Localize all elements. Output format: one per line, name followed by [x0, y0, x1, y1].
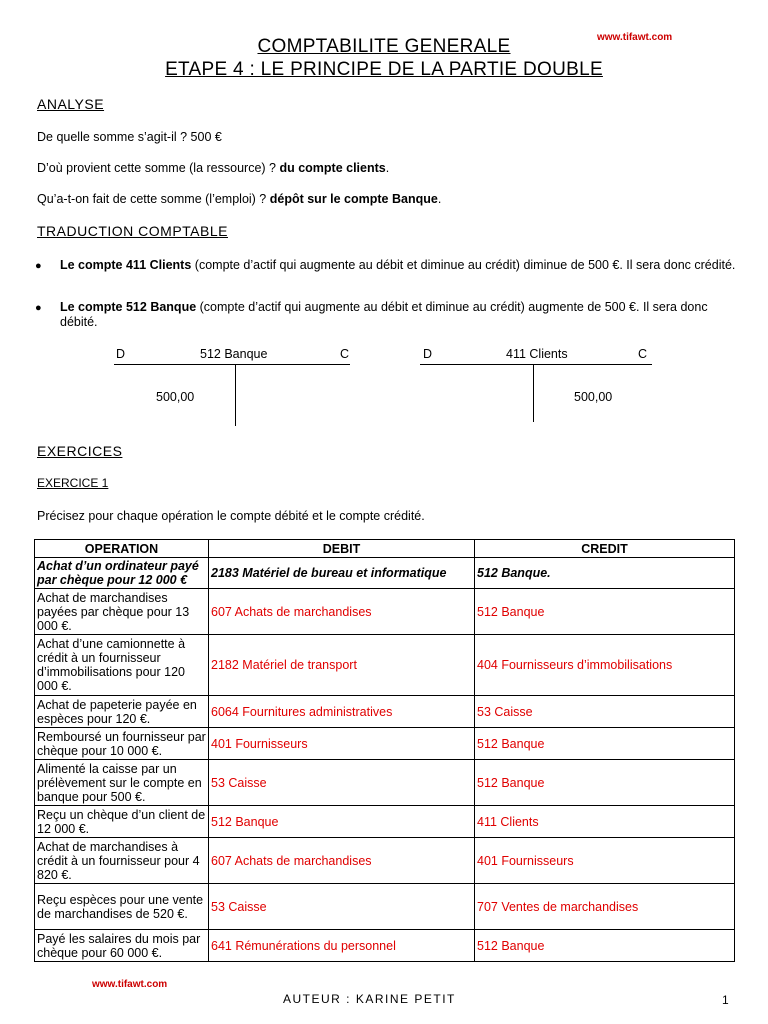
t-account-name: 512 Banque [200, 347, 268, 361]
t-account-debit-amount: 500,00 [156, 390, 195, 404]
t-account-debit-label: D [116, 347, 126, 361]
t-account-credit-amount: 500,00 [574, 390, 613, 404]
table-row [35, 930, 735, 962]
operation-cell: Alimenté la caisse par un prélèvement sur le compte en banque pour 500 €. [35, 760, 209, 806]
operations-table [34, 539, 735, 962]
t-account-debit-label: D [423, 347, 433, 361]
t-account-horizontal-line [420, 364, 652, 365]
page-subtitle: ETAPE 4 : LE PRINCIPE DE LA PARTIE DOUBLE [165, 59, 603, 80]
operation-cell: Achat d’une camionnette à crédit à un fournisseur d’immobilisations pour 120 000 €. [35, 635, 209, 696]
credit-cell: 53 Caisse [475, 696, 735, 728]
exercice-1-heading: EXERCICE 1 [37, 476, 109, 490]
table-row [35, 760, 735, 806]
operation-cell: Achat de papeterie payée en espèces pour 120 €. [35, 696, 209, 728]
debit-cell: 512 Banque [209, 806, 475, 838]
bullet-512-banque: Le compte 512 Banque (compte d’actif qui augmente au débit et diminue au crédit) augmente de 500 €. Il sera donc débité. [60, 300, 708, 329]
credit-cell: 411 Clients [475, 806, 735, 838]
operation-cell: Achat de marchandises payées par chèque pour 13 000 €. [35, 589, 209, 635]
exercice-instruction: Précisez pour chaque opération le compte débité et le compte crédité. [37, 509, 425, 523]
t-account-vertical-line [235, 365, 236, 426]
debit-cell: 53 Caisse [209, 884, 475, 930]
t-account-vertical-line [533, 365, 534, 422]
analyse-question-2: D’où provient cette somme (la ressource) ? du compte clients. [37, 161, 390, 175]
t-account-credit-label: C [638, 347, 648, 361]
debit-cell: 607 Achats de marchandises [209, 589, 475, 635]
table-row [35, 635, 735, 696]
t-account-411-clients [420, 346, 652, 428]
table-row [35, 558, 735, 589]
credit-cell: 707 Ventes de marchandises [475, 884, 735, 930]
analyse-question-3: Qu’a-t-on fait de cette somme (l’emploi) ? dépôt sur le compte Banque. [37, 192, 442, 206]
debit-cell: 401 Fournisseurs [209, 728, 475, 760]
table-header-row [35, 540, 735, 558]
column-header-debit: DEBIT [209, 540, 475, 558]
operation-cell: Reçu un chèque d’un client de 12 000 €. [35, 806, 209, 838]
site-url-header[interactable]: www.tifawt.com [597, 32, 673, 43]
operation-cell: Remboursé un fournisseur par chèque pour 10 000 €. [35, 728, 209, 760]
column-header-operation: OPERATION [35, 540, 209, 558]
debit-cell: 53 Caisse [209, 760, 475, 806]
table-row [35, 728, 735, 760]
t-account-name: 411 Clients [506, 347, 568, 361]
operation-cell: Payé les salaires du mois par chèque pour 60 000 €. [35, 930, 209, 962]
debit-cell: 641 Rémunérations du personnel [209, 930, 475, 962]
credit-cell: 512 Banque [475, 760, 735, 806]
table-row [35, 589, 735, 635]
credit-cell: 512 Banque. [475, 558, 735, 589]
debit-cell: 2182 Matériel de transport [209, 635, 475, 696]
footer-author: AUTEUR : KARINE PETIT [283, 992, 456, 1006]
analyse-heading: ANALYSE [37, 96, 105, 112]
bullet-dot: ● [35, 260, 42, 272]
traduction-heading: TRADUCTION COMPTABLE [37, 223, 228, 239]
credit-cell: 512 Banque [475, 589, 735, 635]
t-account-512-banque [114, 346, 350, 428]
credit-cell: 512 Banque [475, 728, 735, 760]
bullet-dot: ● [35, 302, 42, 314]
page-number: 1 [722, 993, 729, 1007]
t-account-credit-label: C [340, 347, 350, 361]
credit-cell: 401 Fournisseurs [475, 838, 735, 884]
table-row [35, 696, 735, 728]
t-account-horizontal-line [114, 364, 350, 365]
debit-cell: 6064 Fournitures administratives [209, 696, 475, 728]
site-url-footer[interactable]: www.tifawt.com [92, 979, 168, 990]
exercices-heading: EXERCICES [37, 443, 123, 459]
operation-cell: Achat d’un ordinateur payé par chèque pour 12 000 € [35, 558, 209, 589]
table-row [35, 884, 735, 930]
debit-cell: 2183 Matériel de bureau et informatique [209, 558, 475, 589]
debit-cell: 607 Achats de marchandises [209, 838, 475, 884]
operation-cell: Achat de marchandises à crédit à un fournisseur pour 4 820 €. [35, 838, 209, 884]
bullet-411-clients: Le compte 411 Clients (compte d’actif qui augmente au débit et diminue au crédit) diminue de 500 €. Il sera donc crédité. [60, 258, 736, 272]
table-row [35, 806, 735, 838]
column-header-credit: CREDIT [475, 540, 735, 558]
page-title: COMPTABILITE GENERALE [257, 36, 511, 57]
table-row [35, 838, 735, 884]
operation-cell: Reçu espèces pour une vente de marchandises de 520 €. [35, 884, 209, 930]
credit-cell: 512 Banque [475, 930, 735, 962]
analyse-question-1: De quelle somme s’agit-il ? 500 € [37, 130, 222, 144]
credit-cell: 404 Fournisseurs d’immobilisations [475, 635, 735, 696]
